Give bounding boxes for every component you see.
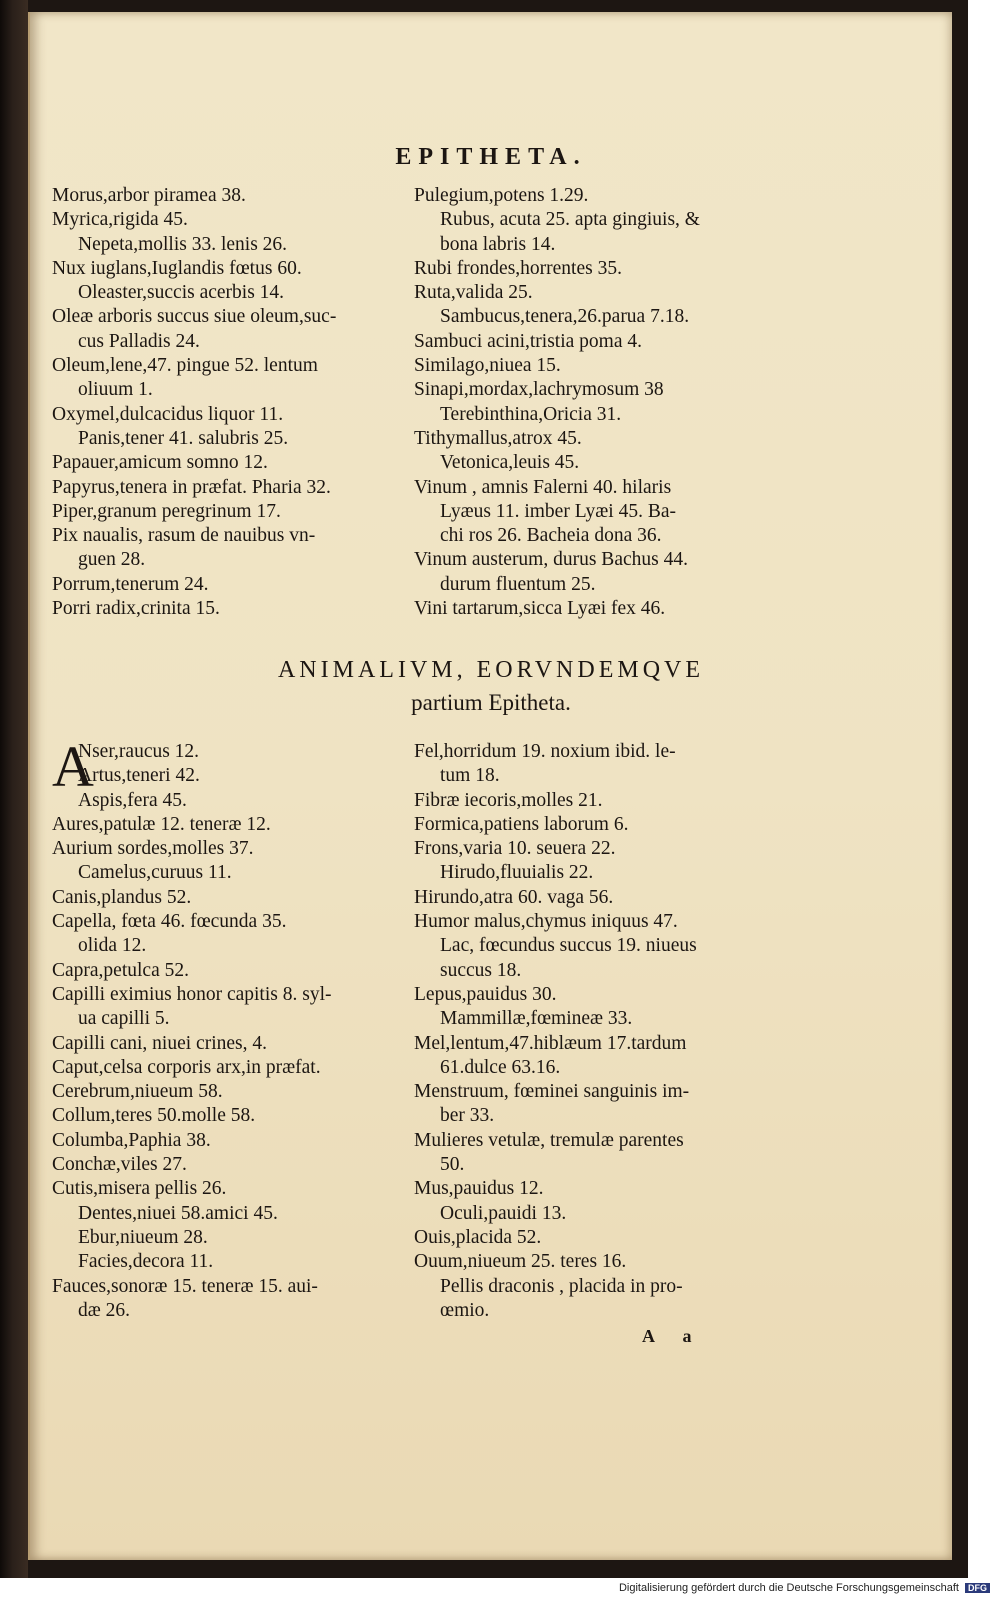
entry-line: Capilli eximius honor capitis 8. syl- — [52, 983, 332, 1005]
entry-line: Vinum , amnis Falerni 40. hilaris — [414, 476, 672, 498]
entry-line: Tithymallus,atrox 45. — [414, 427, 582, 449]
entry-line: Aurium sordes,molles 37. — [52, 838, 254, 860]
entry-line: Morus,arbor piramea 38. — [52, 185, 246, 206]
entry-line: Sinapi,mordax,lachrymosum 38 — [414, 379, 664, 401]
entry-line: Pellis draconis , placida in pro- — [440, 1275, 683, 1297]
entry-line: succus 18. — [440, 959, 522, 981]
entry-line: Piper,granum peregrinum 17. — [52, 500, 281, 522]
entry-line: Nux iuglans,Iuglandis fœtus 60. — [52, 257, 302, 279]
entry-line: Ruta,valida 25. — [414, 282, 533, 304]
entry-line: Columba,Paphia 38. — [52, 1129, 211, 1151]
entry-line: Cutis,misera pellis 26. — [52, 1178, 227, 1200]
entry-line: œmio. — [440, 1299, 490, 1321]
entry-line: ua capilli 5. — [78, 1008, 170, 1030]
entry-line: Papyrus,tenera in præfat. Pharia 32. — [52, 476, 331, 498]
entry-line: Canis,plandus 52. — [52, 886, 192, 908]
entry-line: Aspis,fera 45. — [78, 789, 187, 811]
entry-line: Facies,decora 11. — [78, 1251, 214, 1273]
entry-line: Ouum,niueum 25. teres 16. — [414, 1251, 627, 1273]
footer-credit — [619, 1582, 990, 1594]
signature-mark: A a — [642, 1326, 704, 1346]
entry-line: Oxymel,dulcacidus liquor 11. — [52, 403, 284, 425]
entry-line: Mammillæ,fœmineæ 33. — [440, 1008, 633, 1030]
entry-line: Ouis,placida 52. — [414, 1226, 542, 1248]
entry-line: Menstruum, fœminei sanguinis im- — [414, 1081, 690, 1103]
entry-line: Sambucus,tenera,26.parua 7.18. — [440, 306, 690, 328]
entry-line: Oleaster,succis acerbis 14. — [78, 282, 285, 304]
entry-line: Porrum,tenerum 24. — [52, 573, 209, 595]
entry-line: Vetonica,leuis 45. — [440, 452, 580, 474]
entry-line: Terebinthina,Oricia 31. — [440, 403, 622, 425]
entry-line: Lepus,pauidus 30. — [414, 983, 557, 1005]
entry-line: Hirudo,fluuialis 22. — [440, 862, 594, 884]
footer-text: Digitalisierung gefördert durch die Deutsche Forschungsgemeinschaft — [618, 1582, 959, 1594]
dfg-logo: DFG — [965, 1583, 990, 1593]
entry-line: Vinum austerum, durus Bachus 44. — [414, 549, 688, 571]
entry-line: oliuum 1. — [78, 379, 153, 401]
entry-line: 61.dulce 63.16. — [440, 1056, 561, 1078]
entry-line: olida 12. — [78, 935, 147, 957]
entry-line: Nepeta,mollis 33. lenis 26. — [78, 233, 288, 255]
entry-line: Humor malus,chymus iniquus 47. — [414, 911, 678, 933]
entry-line: ber 33. — [440, 1105, 495, 1127]
entry-line: guen 28. — [78, 549, 146, 571]
entry-line: Pulegium,potens 1.29. — [414, 185, 589, 206]
entry-line: Caput,celsa corporis arx,in præfat. — [52, 1056, 321, 1078]
entry-line: Porri radix,crinita 15. — [52, 598, 220, 620]
page-heading: EPITHETA. — [395, 144, 587, 170]
entry-line: tum 18. — [440, 765, 500, 787]
entry-line: Lac, fœcundus succus 19. niueus — [440, 935, 697, 957]
entry-line: bona labris 14. — [440, 233, 556, 255]
entry-line: Sambuci acini,tristia poma 4. — [414, 330, 642, 352]
entry-line: Cerebrum,niueum 58. — [52, 1081, 223, 1103]
entry-line: Camelus,curuus 11. — [78, 862, 232, 884]
entry-line: Panis,tener 41. salubris 25. — [78, 427, 289, 449]
bottom-left-column — [52, 734, 412, 1323]
entry-line: Hirundo,atra 60. vaga 56. — [414, 886, 614, 908]
entry-line: Formica,patiens laborum 6. — [414, 813, 629, 835]
top-left-column — [52, 184, 412, 621]
entry-line: Mel,lentum,47.hiblæum 17.tardum — [414, 1032, 687, 1054]
entry-line: chi ros 26. Bacheia dona 36. — [440, 525, 662, 547]
entry-line: Capilli cani, niuei crines, 4. — [52, 1032, 267, 1054]
entry-line: Oleæ arboris succus siue oleum,suc- — [52, 306, 337, 328]
entry-line: Capra,petulca 52. — [52, 959, 189, 981]
book-spine — [0, 0, 28, 1578]
entry-line: durum fluentum 25. — [440, 573, 596, 595]
top-right-column — [414, 184, 774, 621]
entry-line: Frons,varia 10. seuera 22. — [414, 838, 616, 860]
book-page — [28, 12, 952, 1560]
entry-line: Conchæ,viles 27. — [52, 1154, 187, 1176]
entry-line: Papauer,amicum somno 12. — [52, 452, 268, 474]
entry-line: Rubus, acuta 25. apta gingiuis, & — [440, 209, 700, 231]
entry-line: Similago,niuea 15. — [414, 355, 561, 377]
entry-line: Fibræ iecoris,molles 21. — [414, 789, 603, 811]
entry-line: Aures,patulæ 12. teneræ 12. — [52, 813, 271, 835]
entry-line: Pix naualis, rasum de nauibus vn- — [52, 525, 316, 547]
entry-line: Myrica,rigida 45. — [52, 209, 188, 231]
entry-line: Rubi frondes,horrentes 35. — [414, 257, 622, 279]
entry-line: Lyæus 11. imber Lyæi 45. Ba- — [440, 500, 676, 522]
entry-line: Mulieres vetulæ, tremulæ parentes — [414, 1129, 684, 1151]
entry-line: Ebur,niueum 28. — [78, 1226, 208, 1248]
entry-line: Oleum,lene,47. pingue 52. lentum — [52, 355, 318, 377]
entry-line: Dentes,niuei 58.amici 45. — [78, 1202, 278, 1224]
entry-line: Fauces,sonoræ 15. teneræ 15. aui- — [52, 1275, 318, 1297]
entry-line: Artus,teneri 42. — [78, 765, 200, 787]
drop-cap: A — [52, 734, 94, 799]
entry-line: Oculi,pauidi 13. — [440, 1202, 567, 1224]
section-title-line2: partium Epitheta. — [411, 690, 571, 715]
bottom-right-column — [414, 740, 774, 1323]
entry-line: Mus,pauidus 12. — [414, 1178, 544, 1200]
entry-line: Nser,raucus 12. — [78, 741, 200, 762]
entry-line: cus Palladis 24. — [78, 330, 200, 352]
entry-line: Collum,teres 50.molle 58. — [52, 1105, 256, 1127]
entry-line: 50. — [440, 1154, 465, 1176]
section-title-line1: ANIMALIVM, EORVNDEMQVE — [277, 657, 705, 683]
entry-line: Fel,horridum 19. noxium ibid. le- — [414, 741, 676, 762]
entry-line: Capella, fœta 46. fœcunda 35. — [52, 911, 287, 933]
entry-line: Vini tartarum,sicca Lyæi fex 46. — [414, 598, 666, 620]
entry-line: dæ 26. — [78, 1299, 131, 1321]
